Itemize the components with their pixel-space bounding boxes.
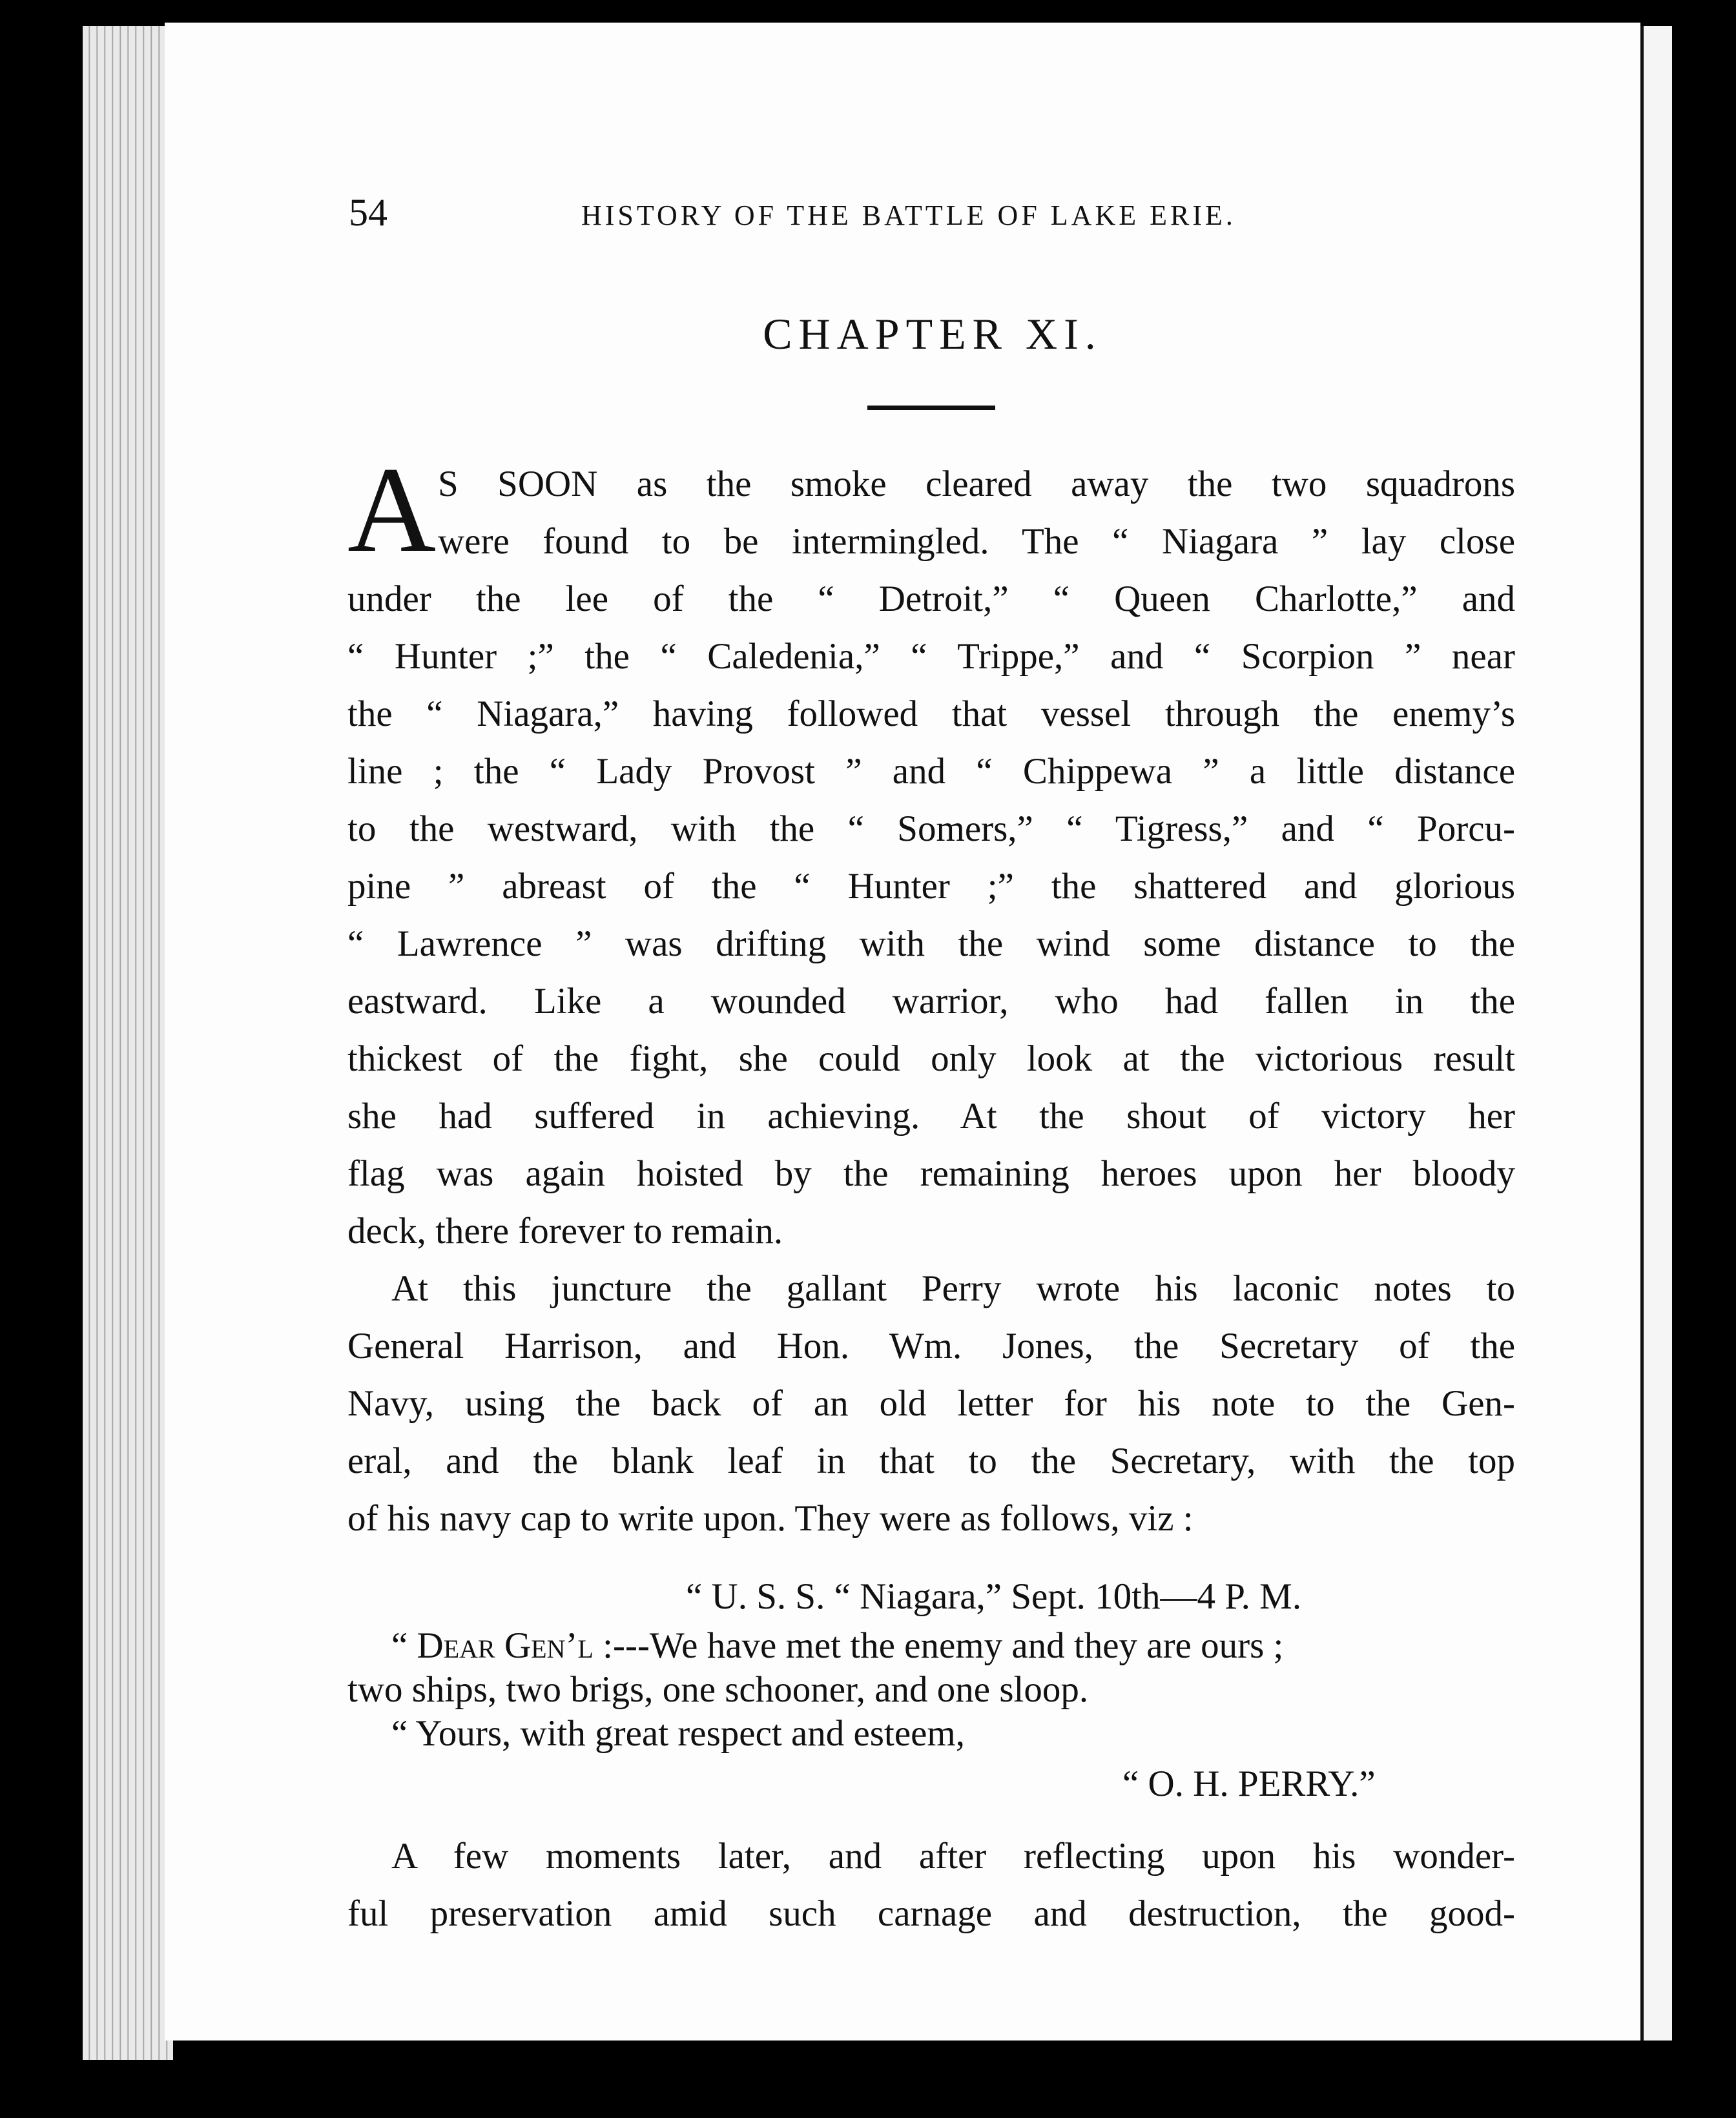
text-line: At this juncture the gallant Perry wrote his laconic notes to (391, 1268, 1515, 1309)
text-line: the “ Niagara,” having followed that vessel through the enemy’s (347, 694, 1515, 734)
text-line: General Harrison, and Hon. Wm. Jones, the Secretary of the (347, 1326, 1515, 1366)
text-line: Navy, using the back of an old letter for his note to the Gen- (347, 1383, 1515, 1424)
text-line: flag was again hoisted by the remaining heroes upon her bloody (347, 1153, 1515, 1194)
letter-line: two ships, two brigs, one schooner, and one sloop. (347, 1669, 1089, 1710)
text-line: to the westward, with the “ Somers,” “ Tigress,” and “ Porcu- (347, 808, 1515, 849)
letter-closing: “ Yours, with great respect and esteem, (391, 1713, 966, 1754)
text-line: eral, and the blank leaf in that to the Secretary, with the top (347, 1441, 1515, 1481)
text-line: eastward. Like a wounded warrior, who had fallen in the (347, 981, 1515, 1022)
text-line: “ Hunter ;” the “ Caledenia,” “ Trippe,” and “ Scorpion ” near (347, 636, 1515, 677)
running-head: HISTORY OF THE BATTLE OF LAKE ERIE. (581, 200, 1236, 231)
paragraph-1 (347, 442, 1515, 1547)
paragraph-3 (347, 1827, 1515, 1942)
text-line: S SOON as the smoke cleared away the two squadrons (438, 464, 1515, 504)
chapter-rule (867, 406, 995, 410)
text-line: of his navy cap to write upon. They were as follows, viz : (347, 1498, 1194, 1539)
letter-line (347, 1624, 1515, 1668)
text-line: A few moments later, and after reflecting upon his wonder- (391, 1836, 1515, 1876)
text-line: thickest of the fight, she could only look at the victorious result (347, 1038, 1515, 1079)
drop-cap-block (347, 442, 1515, 578)
letter-body (347, 1624, 1515, 1756)
text-line: line ; the “ Lady Provost ” and “ Chippewa ” a little distance (347, 751, 1515, 792)
letter-signature: “ O. H. PERRY.” (1122, 1763, 1376, 1804)
text-line: pine ” abreast of the “ Hunter ;” the shattered and glorious (347, 866, 1515, 907)
text-line: ful preservation amid such carnage and destruction, the good- (347, 1893, 1515, 1934)
page-number: 54 (349, 191, 388, 234)
letter-text: :---We have met the enemy and they are ours ; (593, 1625, 1284, 1666)
text-line: she had suffered in achieving. At the shout of victory her (347, 1096, 1515, 1136)
text-line: deck, there forever to remain. (347, 1211, 783, 1251)
chapter-title: CHAPTER XI. (763, 309, 1102, 358)
text-line: under the lee of the “ Detroit,” “ Queen Charlotte,” and (347, 579, 1515, 619)
text-line: “ Lawrence ” was drifting with the wind some distance to the (347, 923, 1515, 964)
letter-salutation: “ Dear Gen’l (391, 1625, 594, 1666)
text-line: were found to be intermingled. The “ Niagara ” lay close (438, 521, 1515, 562)
paragraph-2 (347, 1260, 1515, 1547)
drop-cap: A (347, 442, 437, 578)
letter-heading: “ U. S. S. “ Niagara,” Sept. 10th—4 P. M. (686, 1576, 1302, 1617)
